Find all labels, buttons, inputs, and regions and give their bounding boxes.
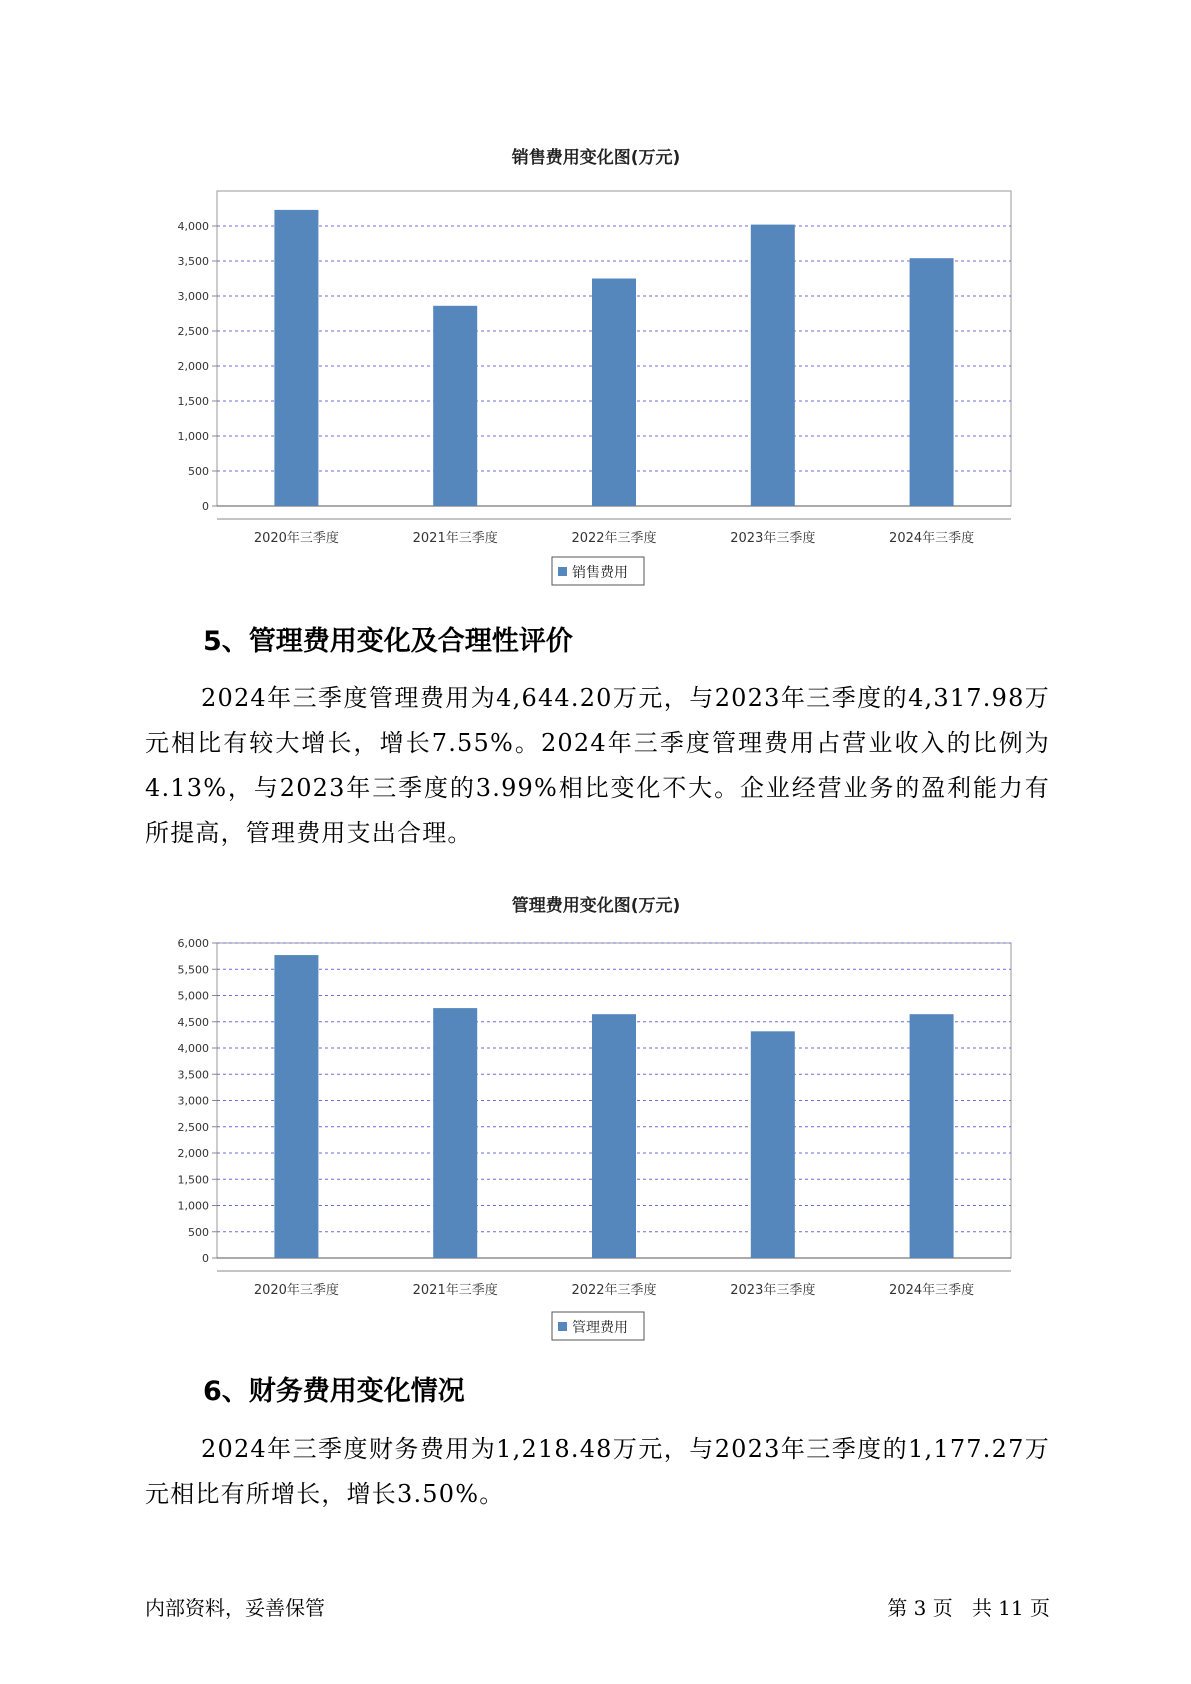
- y-tick-label: 4,000: [177, 220, 209, 233]
- bar: [751, 225, 795, 506]
- x-tick-label: 2022年三季度: [571, 531, 657, 546]
- y-tick-label: 0: [202, 1252, 209, 1265]
- section-5-paragraph: 2024年三季度管理费用为4,644.20万元，与2023年三季度的4,317.98万元相比有较大增长，增长7.55%。2024年三季度管理费用占营业收入的比例为4.13%，与2023年三季度的3.99%相比变化不大。企业经营业务的盈利能力有所提高，管理费用支出合理。: [145, 684, 1050, 847]
- y-tick-label: 0: [202, 500, 209, 513]
- management-expense-chart-svg: [0, 885, 1191, 1350]
- y-tick-label: 500: [188, 465, 209, 478]
- x-tick-label: 2020年三季度: [253, 531, 339, 546]
- y-tick-label: 3,500: [177, 255, 209, 268]
- bar: [433, 1008, 477, 1258]
- y-tick-label: 1,000: [177, 1199, 209, 1213]
- y-tick-label: 2,000: [177, 360, 209, 373]
- y-tick-label: 4,500: [177, 1015, 209, 1029]
- y-tick-label: 1,500: [177, 1173, 209, 1187]
- y-tick-label: 2,500: [177, 1120, 209, 1134]
- legend-label: 管理费用: [572, 1320, 628, 1336]
- y-tick-label: 500: [188, 1225, 209, 1239]
- legend: [552, 557, 644, 585]
- y-tick-label: 2,500: [177, 325, 209, 338]
- section-6-paragraph: 2024年三季度财务费用为1,218.48万元，与2023年三季度的1,177.27万元相比有所增长，增长3.50%。: [145, 1435, 1050, 1508]
- sales-expense-chart: [0, 130, 1191, 600]
- bar: [592, 279, 636, 507]
- y-tick-label: 3,000: [177, 1094, 209, 1108]
- y-tick-label: 5,000: [177, 989, 209, 1003]
- y-tick-label: 4,000: [177, 1042, 209, 1055]
- sales-expense-chart-svg: [0, 130, 1191, 600]
- x-tick-label: 2023年三季度: [730, 1283, 816, 1298]
- bar: [592, 1014, 636, 1258]
- x-tick-label: 2023年三季度: [730, 531, 816, 546]
- bar: [751, 1031, 795, 1258]
- legend-swatch: [558, 1322, 567, 1331]
- x-tick-label: 2024年三季度: [889, 1283, 975, 1298]
- x-tick-label: 2020年三季度: [253, 1283, 339, 1298]
- bar: [910, 1014, 954, 1258]
- section-5-heading: 5、管理费用变化及合理性评价: [203, 626, 573, 657]
- x-tick-label: 2021年三季度: [412, 1283, 498, 1298]
- x-tick-label: 2021年三季度: [412, 531, 498, 546]
- y-tick-label: 1,000: [177, 430, 209, 443]
- section-6-heading: 6、财务费用变化情况: [203, 1376, 465, 1407]
- legend-swatch: [558, 567, 567, 576]
- bar: [433, 306, 477, 506]
- y-tick-label: 3,500: [177, 1068, 209, 1082]
- chart-title: 销售费用变化图(万元): [511, 148, 681, 168]
- chart-title: 管理费用变化图(万元): [511, 896, 681, 916]
- y-tick-label: 5,500: [177, 963, 209, 977]
- footer-confidential-note: 内部资料，妥善保管: [145, 1596, 325, 1620]
- x-tick-label: 2022年三季度: [571, 1283, 657, 1298]
- y-tick-label: 6,000: [177, 937, 209, 950]
- bar: [274, 210, 318, 506]
- legend: [552, 1312, 644, 1340]
- y-tick-label: 1,500: [177, 395, 209, 408]
- y-tick-label: 3,000: [177, 290, 209, 303]
- bar: [910, 258, 954, 506]
- y-tick-label: 2,000: [177, 1147, 209, 1160]
- footer-page-number: 第 3 页 共 11 页: [887, 1596, 1050, 1620]
- bar: [274, 955, 318, 1258]
- x-tick-label: 2024年三季度: [889, 531, 975, 546]
- management-expense-chart: [0, 885, 1191, 1350]
- legend-label: 销售费用: [572, 565, 628, 581]
